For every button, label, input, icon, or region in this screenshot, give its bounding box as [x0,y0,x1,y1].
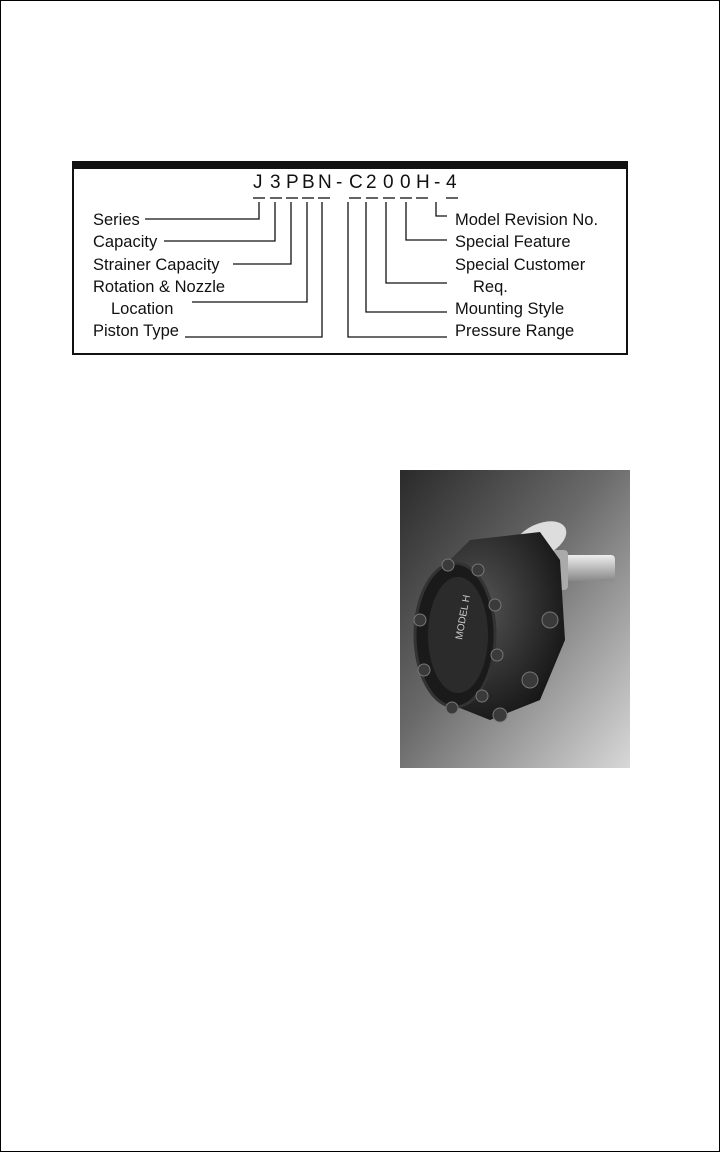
code-char-3: 3 [270,172,281,193]
label-strainer-capacity: Strainer Capacity [93,256,220,274]
code-char-dash-1: - [336,172,343,193]
label-location: Location [111,300,174,318]
code-char-c: C [349,172,363,193]
code-char-j: J [253,172,263,193]
pump-photo [400,470,630,768]
code-char-2: 2 [366,172,377,193]
code-char-0a: 0 [383,172,394,193]
code-char-4: 4 [446,172,457,193]
label-req: Req. [473,278,508,296]
code-char-0b: 0 [400,172,411,193]
label-rotation-nozzle: Rotation & Nozzle [93,278,226,296]
oil-pump-icon [400,470,630,768]
code-char-h: H [416,172,430,193]
label-mounting-style: Mounting Style [455,300,565,318]
label-series: Series [93,211,140,229]
code-char-p: P [286,172,299,193]
label-pressure-range: Pressure Range [455,322,575,340]
label-model-revision: Model Revision No. [455,211,599,229]
label-piston-type: Piston Type [93,322,179,340]
code-char-b: B [302,172,315,193]
pump-model-text: MODEL H [454,594,473,641]
label-capacity: Capacity [93,233,158,251]
label-special-customer: Special Customer [455,256,586,274]
code-char-dash-2: - [434,172,441,193]
label-special-feature: Special Feature [455,233,571,251]
code-char-n: N [318,172,332,193]
